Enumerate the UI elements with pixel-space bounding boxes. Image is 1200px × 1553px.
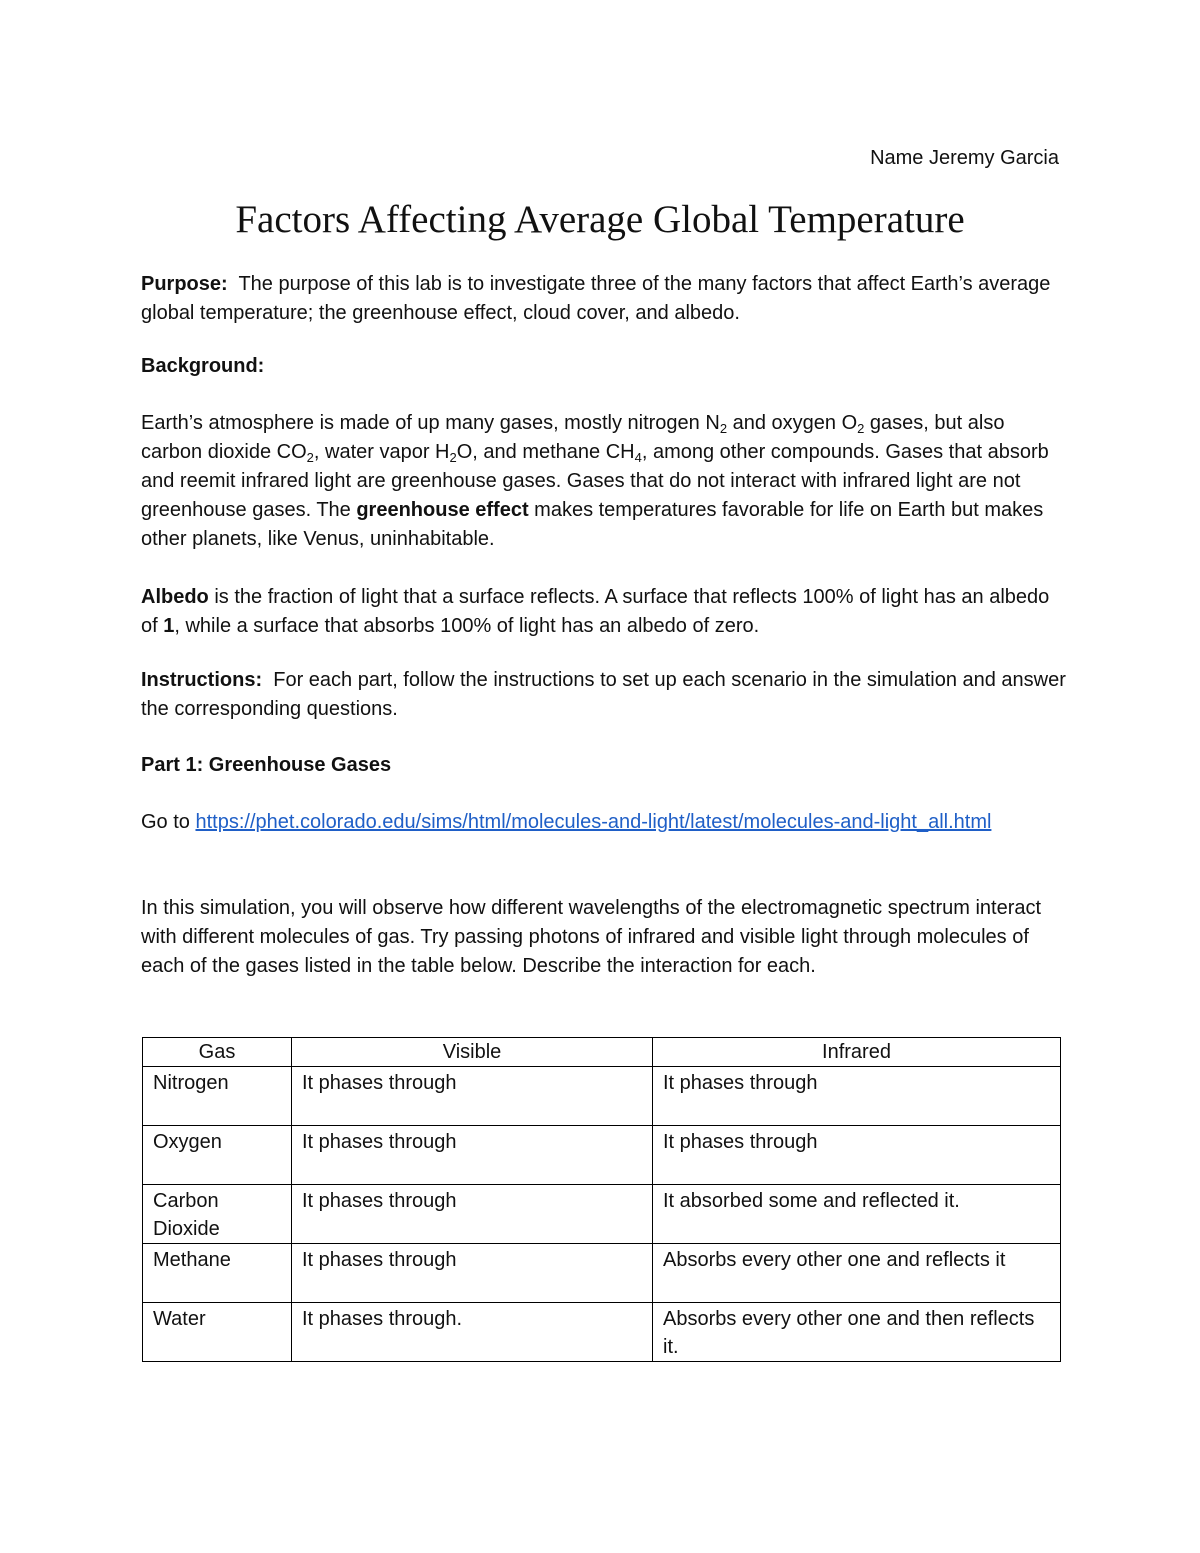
gas-cell: Nitrogen	[143, 1067, 292, 1126]
background-text-6: , among other compounds. Gases that absorb and reemit infrared light are greenhouse gases. Gases that do not interact with infrared light are not greenhouse gases. The	[141, 441, 1049, 521]
table-row	[143, 1185, 1061, 1244]
albedo-paragraph	[141, 583, 1066, 641]
greenhouse-effect-term: greenhouse effect	[356, 499, 529, 521]
background-text-2: and oxygen O	[727, 412, 858, 434]
table-header-row	[143, 1038, 1061, 1067]
h2o-subscript: 2	[449, 450, 457, 465]
part1-heading	[141, 751, 1066, 780]
table-row	[143, 1303, 1061, 1362]
instructions-text: For each part, follow the instructions to set up each scenario in the simulation and answer the corresponding questions.	[141, 669, 1066, 720]
infrared-cell: Absorbs every other one and then reflects it.	[653, 1303, 1061, 1362]
infrared-cell: It phases through	[653, 1067, 1061, 1126]
ch4-subscript: 4	[634, 450, 642, 465]
header-visible: Visible	[292, 1038, 653, 1067]
background-paragraph	[141, 409, 1066, 554]
o2-subscript: 2	[857, 421, 865, 436]
albedo-text-1: is the fraction of light that a surface reflects. A surface that reflects 100% of light has an albedo of	[141, 586, 1050, 637]
part1-heading-label: Part 1: Greenhouse Gases	[141, 754, 392, 776]
purpose-label: Purpose:	[141, 273, 228, 295]
visible-cell: It phases through	[292, 1244, 653, 1303]
visible-cell: It phases through.	[292, 1303, 653, 1362]
background-text-1: Earth’s atmosphere is made of up many gases, mostly nitrogen N	[141, 412, 720, 434]
purpose-section	[141, 270, 1066, 328]
student-name: Name Jeremy Garcia	[870, 147, 1059, 169]
table-row	[143, 1126, 1061, 1185]
co2-subscript: 2	[306, 450, 314, 465]
table-row	[143, 1067, 1061, 1126]
n2-subscript: 2	[719, 421, 728, 436]
albedo-term: Albedo	[141, 586, 209, 608]
header-gas: Gas	[143, 1038, 292, 1067]
albedo-one: 1	[163, 615, 175, 637]
goto-label: Go to	[141, 811, 190, 833]
gas-cell: Water	[143, 1303, 292, 1362]
gas-cell: Carbon Dioxide	[143, 1185, 292, 1244]
background-text-7: makes temperatures favorable for life on Earth but makes other planets, like Venus, uninhabitable.	[141, 499, 1044, 550]
simulation-link[interactable]: https://phet.colorado.edu/sims/html/molecules-and-light/latest/molecules-and-light_all.html	[195, 811, 992, 833]
instructions-label: Instructions:	[141, 669, 263, 691]
visible-cell: It phases through	[292, 1185, 653, 1244]
background-text-5: O, and methane CH	[456, 441, 635, 463]
instructions-section	[141, 666, 1066, 724]
infrared-cell: It phases through	[653, 1126, 1061, 1185]
background-text-3: gases, but also carbon dioxide CO	[141, 412, 1005, 463]
table-row	[143, 1244, 1061, 1303]
background-heading	[141, 352, 1066, 381]
gas-cell: Methane	[143, 1244, 292, 1303]
simulation-description-text: In this simulation, you will observe how different wavelengths of the electromagnetic spectrum interact with different molecules of gas. Try passing photons of infrared and visible light through molecules of each of the gases listed in the table below. Describe the interaction for each.	[141, 897, 1042, 977]
visible-cell: It phases through	[292, 1126, 653, 1185]
albedo-text-2: , while a surface that absorbs 100% of light has an albedo of zero.	[174, 615, 760, 637]
goto-line	[141, 808, 1066, 837]
header-infrared: Infrared	[653, 1038, 1061, 1067]
purpose-text: The purpose of this lab is to investigate three of the many factors that affect Earth’s average global temperature; the greenhouse effect, cloud cover, and albedo.	[141, 273, 1051, 324]
background-text-4: , water vapor H	[313, 441, 450, 463]
simulation-description	[141, 894, 1066, 981]
visible-cell: It phases through	[292, 1067, 653, 1126]
infrared-cell: Absorbs every other one and reflects it	[653, 1244, 1061, 1303]
gas-interaction-table	[142, 1037, 1061, 1362]
infrared-cell: It absorbed some and reflected it.	[653, 1185, 1061, 1244]
gas-cell: Oxygen	[143, 1126, 292, 1185]
page-title: Factors Affecting Average Global Temperature	[235, 198, 965, 241]
background-heading-label: Background:	[141, 355, 265, 377]
